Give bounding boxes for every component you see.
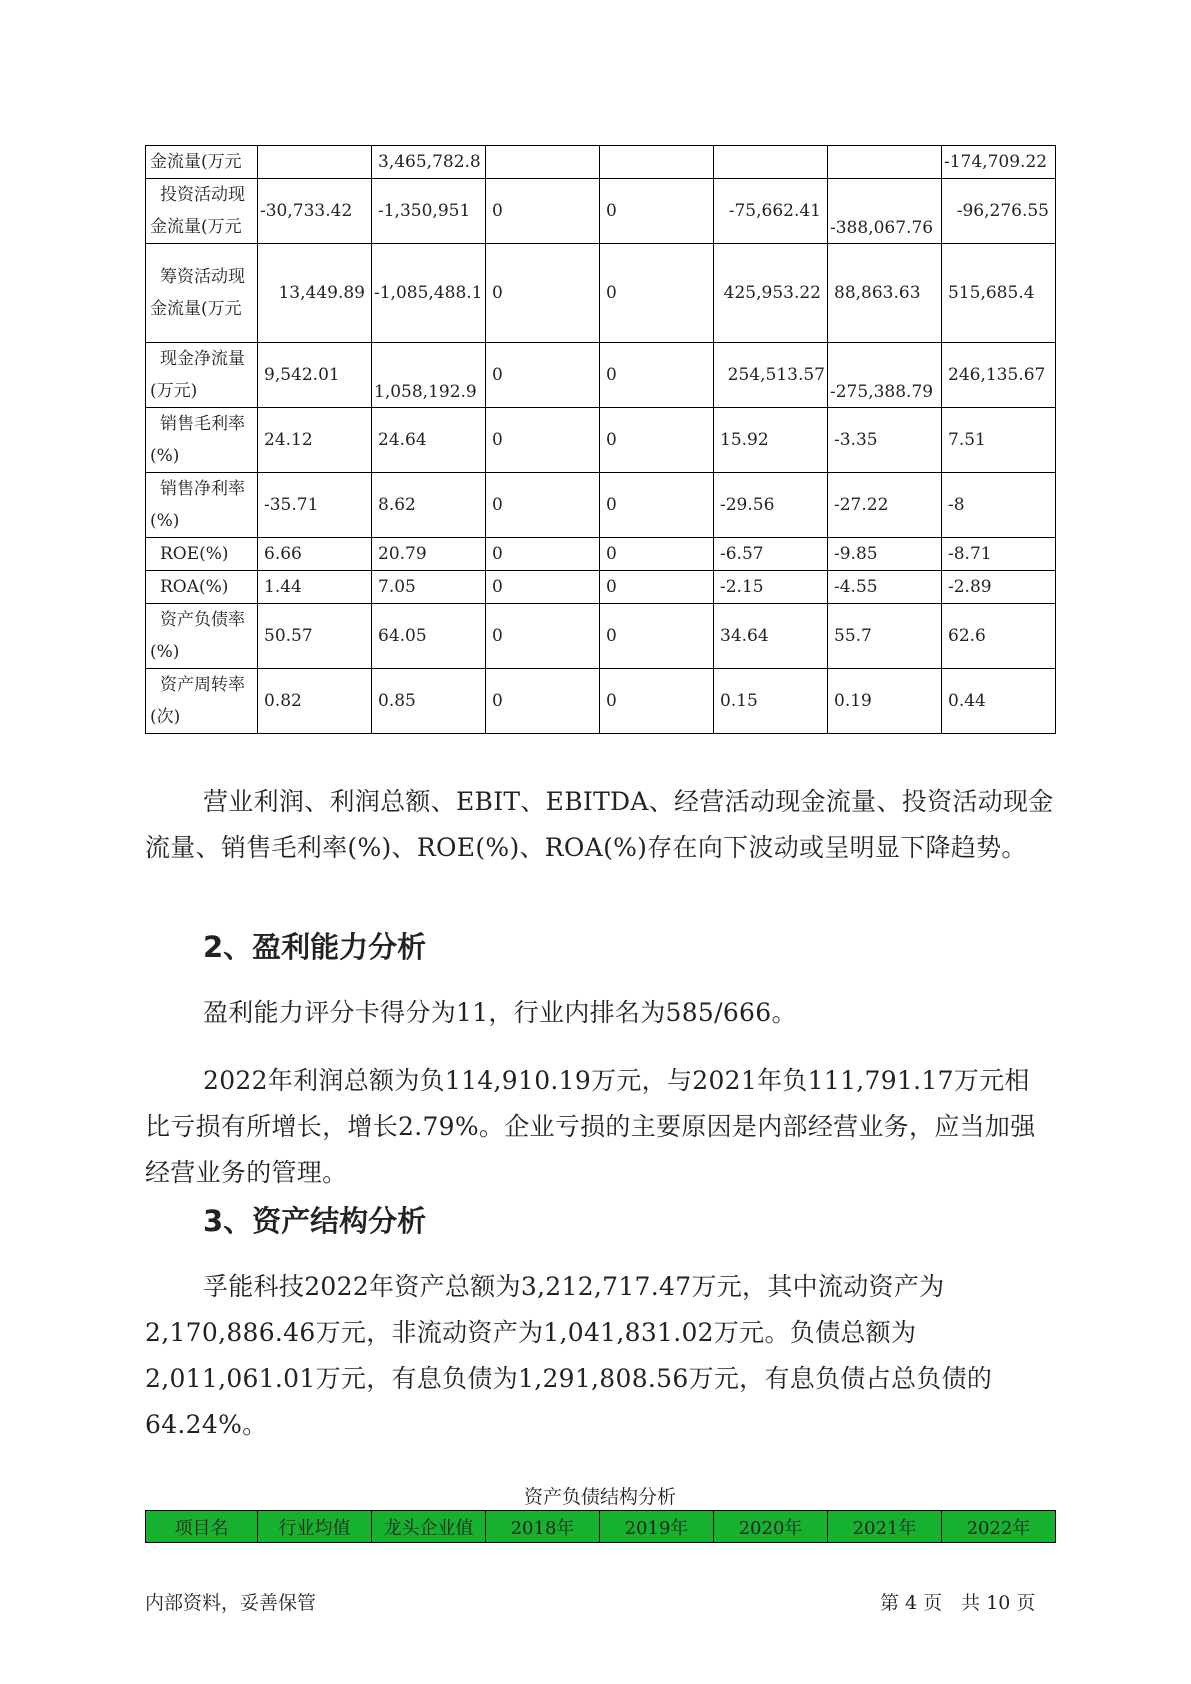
table-cell: 0 [600, 538, 714, 571]
table-cell: 0 [486, 669, 600, 734]
footer-page-number: 第 4 页 共 10 页 [880, 1592, 1036, 1614]
header-cell-2021: 2021年 [828, 1511, 942, 1543]
table-row [146, 473, 1056, 538]
table-cell: 64.05 [372, 604, 486, 669]
table-cell: 24.12 [258, 408, 372, 473]
table-cell: 0 [600, 669, 714, 734]
table-cell: 0 [486, 343, 600, 408]
table-row [146, 571, 1056, 604]
row-label: 投资活动现金流量(万元 [146, 179, 258, 244]
table-cell: 62.6 [942, 604, 1056, 669]
table-cell: 0 [600, 244, 714, 343]
row-label: 现金净流量(万元) [146, 343, 258, 408]
table-cell: -1,350,951 [372, 179, 486, 244]
table-cell: -3.35 [828, 408, 942, 473]
table-row [146, 408, 1056, 473]
table-cell: -2.89 [942, 571, 1056, 604]
table-cell: 0 [600, 604, 714, 669]
table-cell: -29.56 [714, 473, 828, 538]
table-cell: 0 [486, 473, 600, 538]
table-cell: 0 [486, 571, 600, 604]
table-cell: 0.19 [828, 669, 942, 734]
profit-paragraph: 2022年利润总额为负114,910.19万元，与2021年负111,791.17万元相比亏损有所增长，增长2.79%。企业亏损的主要原因是内部经营业务，应当加强经营业务的管理。 [145, 1066, 1036, 1187]
table-cell: 6.66 [258, 538, 372, 571]
table-cell: 9,542.01 [258, 343, 372, 408]
asset-structure-heading: 3、资产结构分析 [203, 1204, 427, 1238]
footer-confidential: 内部资料，妥善保管 [145, 1592, 317, 1614]
table-cell: -2.15 [714, 571, 828, 604]
table-row [146, 146, 1056, 179]
asset-paragraph: 孚能科技2022年资产总额为3,212,717.47万元，其中流动资产为2,170,886.46万元，非流动资产为1,041,831.02万元。负债总额为2,011,061.01万元，有息负债为1,291,808.56万元，有息负债占总负债的64.24%。 [145, 1272, 993, 1439]
table-cell: 425,953.22 [714, 244, 828, 343]
table-cell: 8.62 [372, 473, 486, 538]
table-cell: -9.85 [828, 538, 942, 571]
trend-paragraph: 营业利润、利润总额、EBIT、EBITDA、经营活动现金流量、投资活动现金流量、销售毛利率(%)、ROE(%)、ROA(%)存在向下波动或呈明显下降趋势。 [145, 787, 1054, 862]
table-cell: 1,058,192.9 [372, 343, 486, 408]
table-cell: -75,662.41 [714, 179, 828, 244]
table-cell: 7.05 [372, 571, 486, 604]
table-cell [828, 146, 942, 179]
profitability-heading: 2、盈利能力分析 [203, 930, 427, 964]
table-cell: -6.57 [714, 538, 828, 571]
table-cell: -96,276.55 [942, 179, 1056, 244]
header-cell-2022: 2022年 [942, 1511, 1056, 1543]
table-cell: -1,085,488.1 [372, 244, 486, 343]
table-cell: 0 [486, 244, 600, 343]
table-cell: 88,863.63 [828, 244, 942, 343]
table-cell: 0 [600, 408, 714, 473]
table-cell: -174,709.22 [942, 146, 1056, 179]
table-cell: -8 [942, 473, 1056, 538]
header-cell-2020: 2020年 [714, 1511, 828, 1543]
header-cell-2018: 2018年 [486, 1511, 600, 1543]
table-caption: 资产负债结构分析 [523, 1486, 676, 1508]
row-label: 资产周转率(次) [146, 669, 258, 734]
table-cell: 246,135.67 [942, 343, 1056, 408]
table-cell: 3,465,782.8 [372, 146, 486, 179]
row-label: ROE(%) [146, 538, 258, 571]
row-label: 金流量(万元 [146, 146, 258, 179]
header-cell-industry-avg: 行业均值 [258, 1511, 372, 1543]
asset-structure-table-header [145, 1510, 1056, 1543]
table-cell: 254,513.57 [714, 343, 828, 408]
table-cell: 34.64 [714, 604, 828, 669]
table-cell: 0 [486, 538, 600, 571]
row-label: ROA(%) [146, 571, 258, 604]
table-row [146, 244, 1056, 343]
profitability-score-paragraph: 盈利能力评分卡得分为11，行业内排名为585/666。 [203, 998, 797, 1027]
table-row [146, 669, 1056, 734]
table-cell: -27.22 [828, 473, 942, 538]
table-row [146, 343, 1056, 408]
table-cell: 55.7 [828, 604, 942, 669]
table-cell: 15.92 [714, 408, 828, 473]
table-row [146, 538, 1056, 571]
table-cell: 24.64 [372, 408, 486, 473]
table-cell: 0 [486, 604, 600, 669]
table-cell: 515,685.4 [942, 244, 1056, 343]
table-cell: -35.71 [258, 473, 372, 538]
row-label: 筹资活动现金流量(万元 [146, 244, 258, 343]
table-cell: 0 [600, 571, 714, 604]
header-cell-item: 项目名 [146, 1511, 258, 1543]
table-cell: -30,733.42 [258, 179, 372, 244]
table-row [146, 604, 1056, 669]
row-label: 资产负债率(%) [146, 604, 258, 669]
row-label: 销售毛利率(%) [146, 408, 258, 473]
table-cell: 50.57 [258, 604, 372, 669]
header-cell-leader: 龙头企业值 [372, 1511, 486, 1543]
table-cell [258, 146, 372, 179]
table-cell [714, 146, 828, 179]
table-cell: 0.15 [714, 669, 828, 734]
table-cell: 1.44 [258, 571, 372, 604]
table-cell: 13,449.89 [258, 244, 372, 343]
table-row [146, 179, 1056, 244]
table-cell [486, 146, 600, 179]
table-cell: 20.79 [372, 538, 486, 571]
table-cell: 0 [600, 179, 714, 244]
table-cell: 7.51 [942, 408, 1056, 473]
table-cell: 0 [486, 179, 600, 244]
cashflow-ratio-table [145, 145, 1056, 734]
table-cell: -4.55 [828, 571, 942, 604]
table-cell: -388,067.76 [828, 179, 942, 244]
table-cell: 0.82 [258, 669, 372, 734]
table-cell [600, 146, 714, 179]
table-cell: 0.85 [372, 669, 486, 734]
table-cell: 0.44 [942, 669, 1056, 734]
row-label: 销售净利率(%) [146, 473, 258, 538]
table-cell: -275,388.79 [828, 343, 942, 408]
table-cell: 0 [486, 408, 600, 473]
table-cell: -8.71 [942, 538, 1056, 571]
table-cell: 0 [600, 343, 714, 408]
header-row [146, 1511, 1056, 1543]
table-cell: 0 [600, 473, 714, 538]
header-cell-2019: 2019年 [600, 1511, 714, 1543]
